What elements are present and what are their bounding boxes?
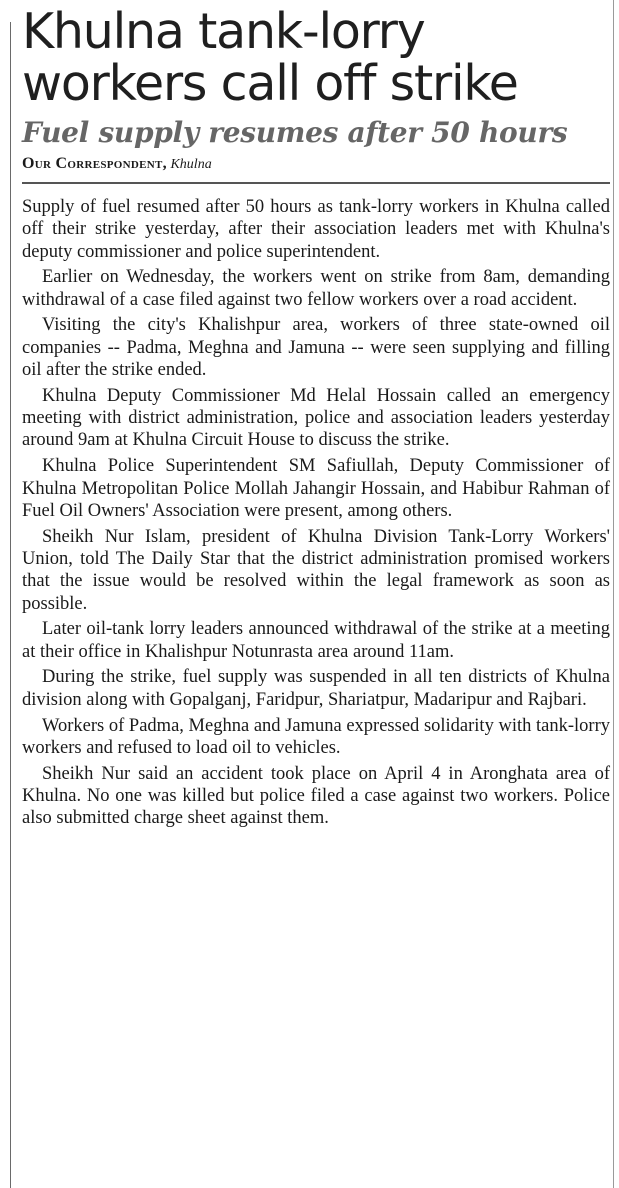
article-paragraph: Visiting the city's Khalishpur area, workers of three state-owned oil companies -- Padma, Meghna and Jamuna -- were seen supplying and filling oil after the strike ended.	[22, 315, 610, 381]
article-paragraph: Khulna Police Superintendent SM Safiullah, Deputy Commissioner of Khulna Metropolitan Police Mollah Jahangir Hossain, and Habibur Rahman of Fuel Oil Owners' Association were present, among others.	[22, 456, 610, 521]
article-paragraph: Khulna Deputy Commissioner Md Helal Hossain called an emergency meeting with district administration, police and association leaders yesterday around 9am at Khulna Circuit House to discuss the strike.	[22, 385, 610, 451]
byline	[22, 155, 612, 174]
article-paragraph: Sheikh Nur Islam, president of Khulna Division Tank-Lorry Workers' Union, told The Daily Star that the district administration promised workers that the issue would be resolved within the legal framework as soon as possible.	[22, 526, 610, 614]
byline-location: Khulna	[170, 157, 212, 172]
byline-author: Our Correspondent,	[22, 155, 167, 172]
article-paragraph: Supply of fuel resumed after 50 hours as tank-lorry workers in Khulna called off their strike yesterday, after their association leaders met with Khulna's deputy commissioner and police superintendent.	[22, 197, 610, 262]
article-paragraph: During the strike, fuel supply was suspended in all ten districts of Khulna division along with Gopalganj, Faridpur, Shariatpur, Madaripur and Rajbari.	[22, 667, 610, 710]
article-paragraph: Workers of Padma, Meghna and Jamuna expressed solidarity with tank-lorry workers and refused to load oil to vehicles.	[22, 715, 610, 758]
subheadline: Fuel supply resumes after 50 hours	[22, 116, 568, 149]
headline: Khulna tank-lorry workers call off strike	[22, 3, 518, 112]
article-paragraph: Earlier on Wednesday, the workers went on strike from 8am, demanding withdrawal of a case filed against two fellow workers over a road accident.	[22, 267, 610, 310]
column-rule-left	[10, 22, 11, 1188]
article-paragraph: Sheikh Nur said an accident took place on April 4 in Aronghata area of Khulna. No one was killed but police filed a case against two workers. Police also submitted charge sheet against them.	[22, 763, 610, 829]
article-body	[22, 196, 610, 830]
headline-divider	[22, 182, 610, 184]
article-paragraph: Later oil-tank lorry leaders announced withdrawal of the strike at a meeting at their office in Khalishpur Notunrasta area around 11am.	[22, 619, 610, 662]
news-article	[22, 3, 612, 833]
column-rule-right	[613, 0, 614, 1188]
